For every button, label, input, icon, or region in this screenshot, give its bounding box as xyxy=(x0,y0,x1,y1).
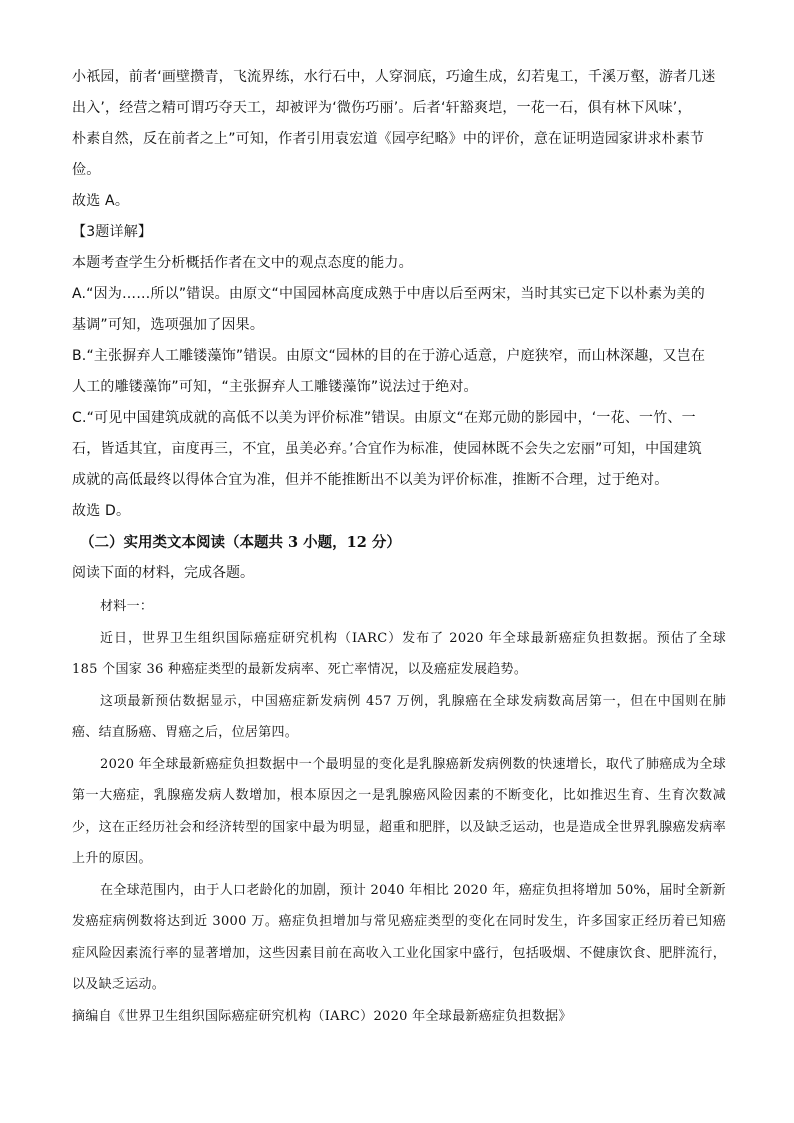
text-line: 石，皆适其宜，亩度再三，不宜，虽美必弃。’合宜作为标准，使园林既不会失之宏丽”可知，中国建筑 xyxy=(72,441,702,457)
option-a-analysis: A.“因为……所以”错误。由原文“中国园林高度成熟于中唐以后至两宋，当时其实已定下以朴素为美的 xyxy=(72,286,705,302)
section-instruction: 阅读下面的材料，完成各题。 xyxy=(72,565,254,581)
option-c-analysis: C.“可见中国建筑成就的高低不以美为评价标准”错误。由原文“在郑元勋的影园中，‘一花、一竹、一 xyxy=(72,410,696,426)
text-line: 基调”可知，选项强加了因果。 xyxy=(72,317,265,333)
text-line: 俭。 xyxy=(72,162,101,178)
material-source: 摘编自《世界卫生组织国际癌症研究机构（IARC）2020 年全球最新癌症负担数据》 xyxy=(72,1008,572,1024)
section-heading: （二）实用类文本阅读（本题共 3 小题，12 分） xyxy=(80,534,401,551)
answer-choice: 故选 A。 xyxy=(72,193,130,209)
text-line: 小祇园，前者‘画壁攒青，飞流界练，水行石中，人穿洞底，巧逾生成，幻若鬼工，千溪万壑，游者几迷 xyxy=(72,69,716,85)
document-page xyxy=(72,62,726,1032)
material-paragraph: 这项最新预估数据显示，中国癌症新发病例 457 万例，乳腺癌在全球发病数高居第一，但在中国则在肺癌、结直肠癌、胃癌之后，位居第四。 xyxy=(72,693,726,740)
option-b-analysis: B.“主张摒弃人工雕镂藻饰”错误。由原文“园林的目的在于游心适意，户庭狭窄，而山林深趣，又岂在 xyxy=(72,348,706,364)
material-paragraph: 2020 年全球最新癌症负担数据中一个最明显的变化是乳腺癌新发病例数的快速增长，取代了肺癌成为全球第一大癌症，乳腺癌发病人数增加，根本原因之一是乳腺癌风险因素的不断变化，比如推迟生育、生育次数减少，这在正经历社会和经济转型的国家中最为明显，超重和肥胖，以及缺乏运动，也是造成全世界乳腺癌发病率上升的原因。 xyxy=(72,756,726,866)
answer-choice: 故选 D。 xyxy=(72,503,131,519)
text-line: 出入’，经营之精可谓巧夺天工，却被评为‘微伤巧丽’。后者‘轩豁爽垲，一花一石，俱有林下风味’， xyxy=(72,100,692,116)
answer-explanation xyxy=(72,62,726,527)
material-paragraph: 近日，世界卫生组织国际癌症研究机构（IARC）发布了 2020 年全球最新癌症负担数据。预估了全球 185 个国家 36 种癌症类型的最新发病率、死亡率情况，以及癌症发展趋势。 xyxy=(72,630,726,677)
text-line: 本题考查学生分析概括作者在文中的观点态度的能力。 xyxy=(72,255,413,271)
question-detail-heading: 【3题详解】 xyxy=(72,224,153,240)
material-title: 材料一： xyxy=(100,599,154,614)
text-line: 朴素自然，反在前者之上”可知，作者引用袁宏道《园亭纪略》中的评价，意在证明造园家讲求朴素节 xyxy=(72,131,705,147)
text-line: 成就的高低最终以得体合宜为准，但并不能推断出不以美为评价标准，推断不合理，过于绝对。 xyxy=(72,472,669,488)
material-paragraph: 在全球范围内，由于人口老龄化的加剧，预计 2040 年相比 2020 年，癌症负担将增加 50%，届时全新新发癌症病例数将达到近 3000 万。癌症负担增加与常见癌症类型的变化在同时发生，许多国家正经历着已知癌症风险因素流行率的显著增加，这些因素目前在高收入工业化国家中盛行，包括吸烟、不健康饮食、肥胖流行，以及缺乏运动。 xyxy=(72,882,726,992)
text-line: 人工的雕镂藻饰”可知，“主张摒弃人工雕镂藻饰”说法过于绝对。 xyxy=(72,379,478,395)
material-one xyxy=(72,591,726,1032)
